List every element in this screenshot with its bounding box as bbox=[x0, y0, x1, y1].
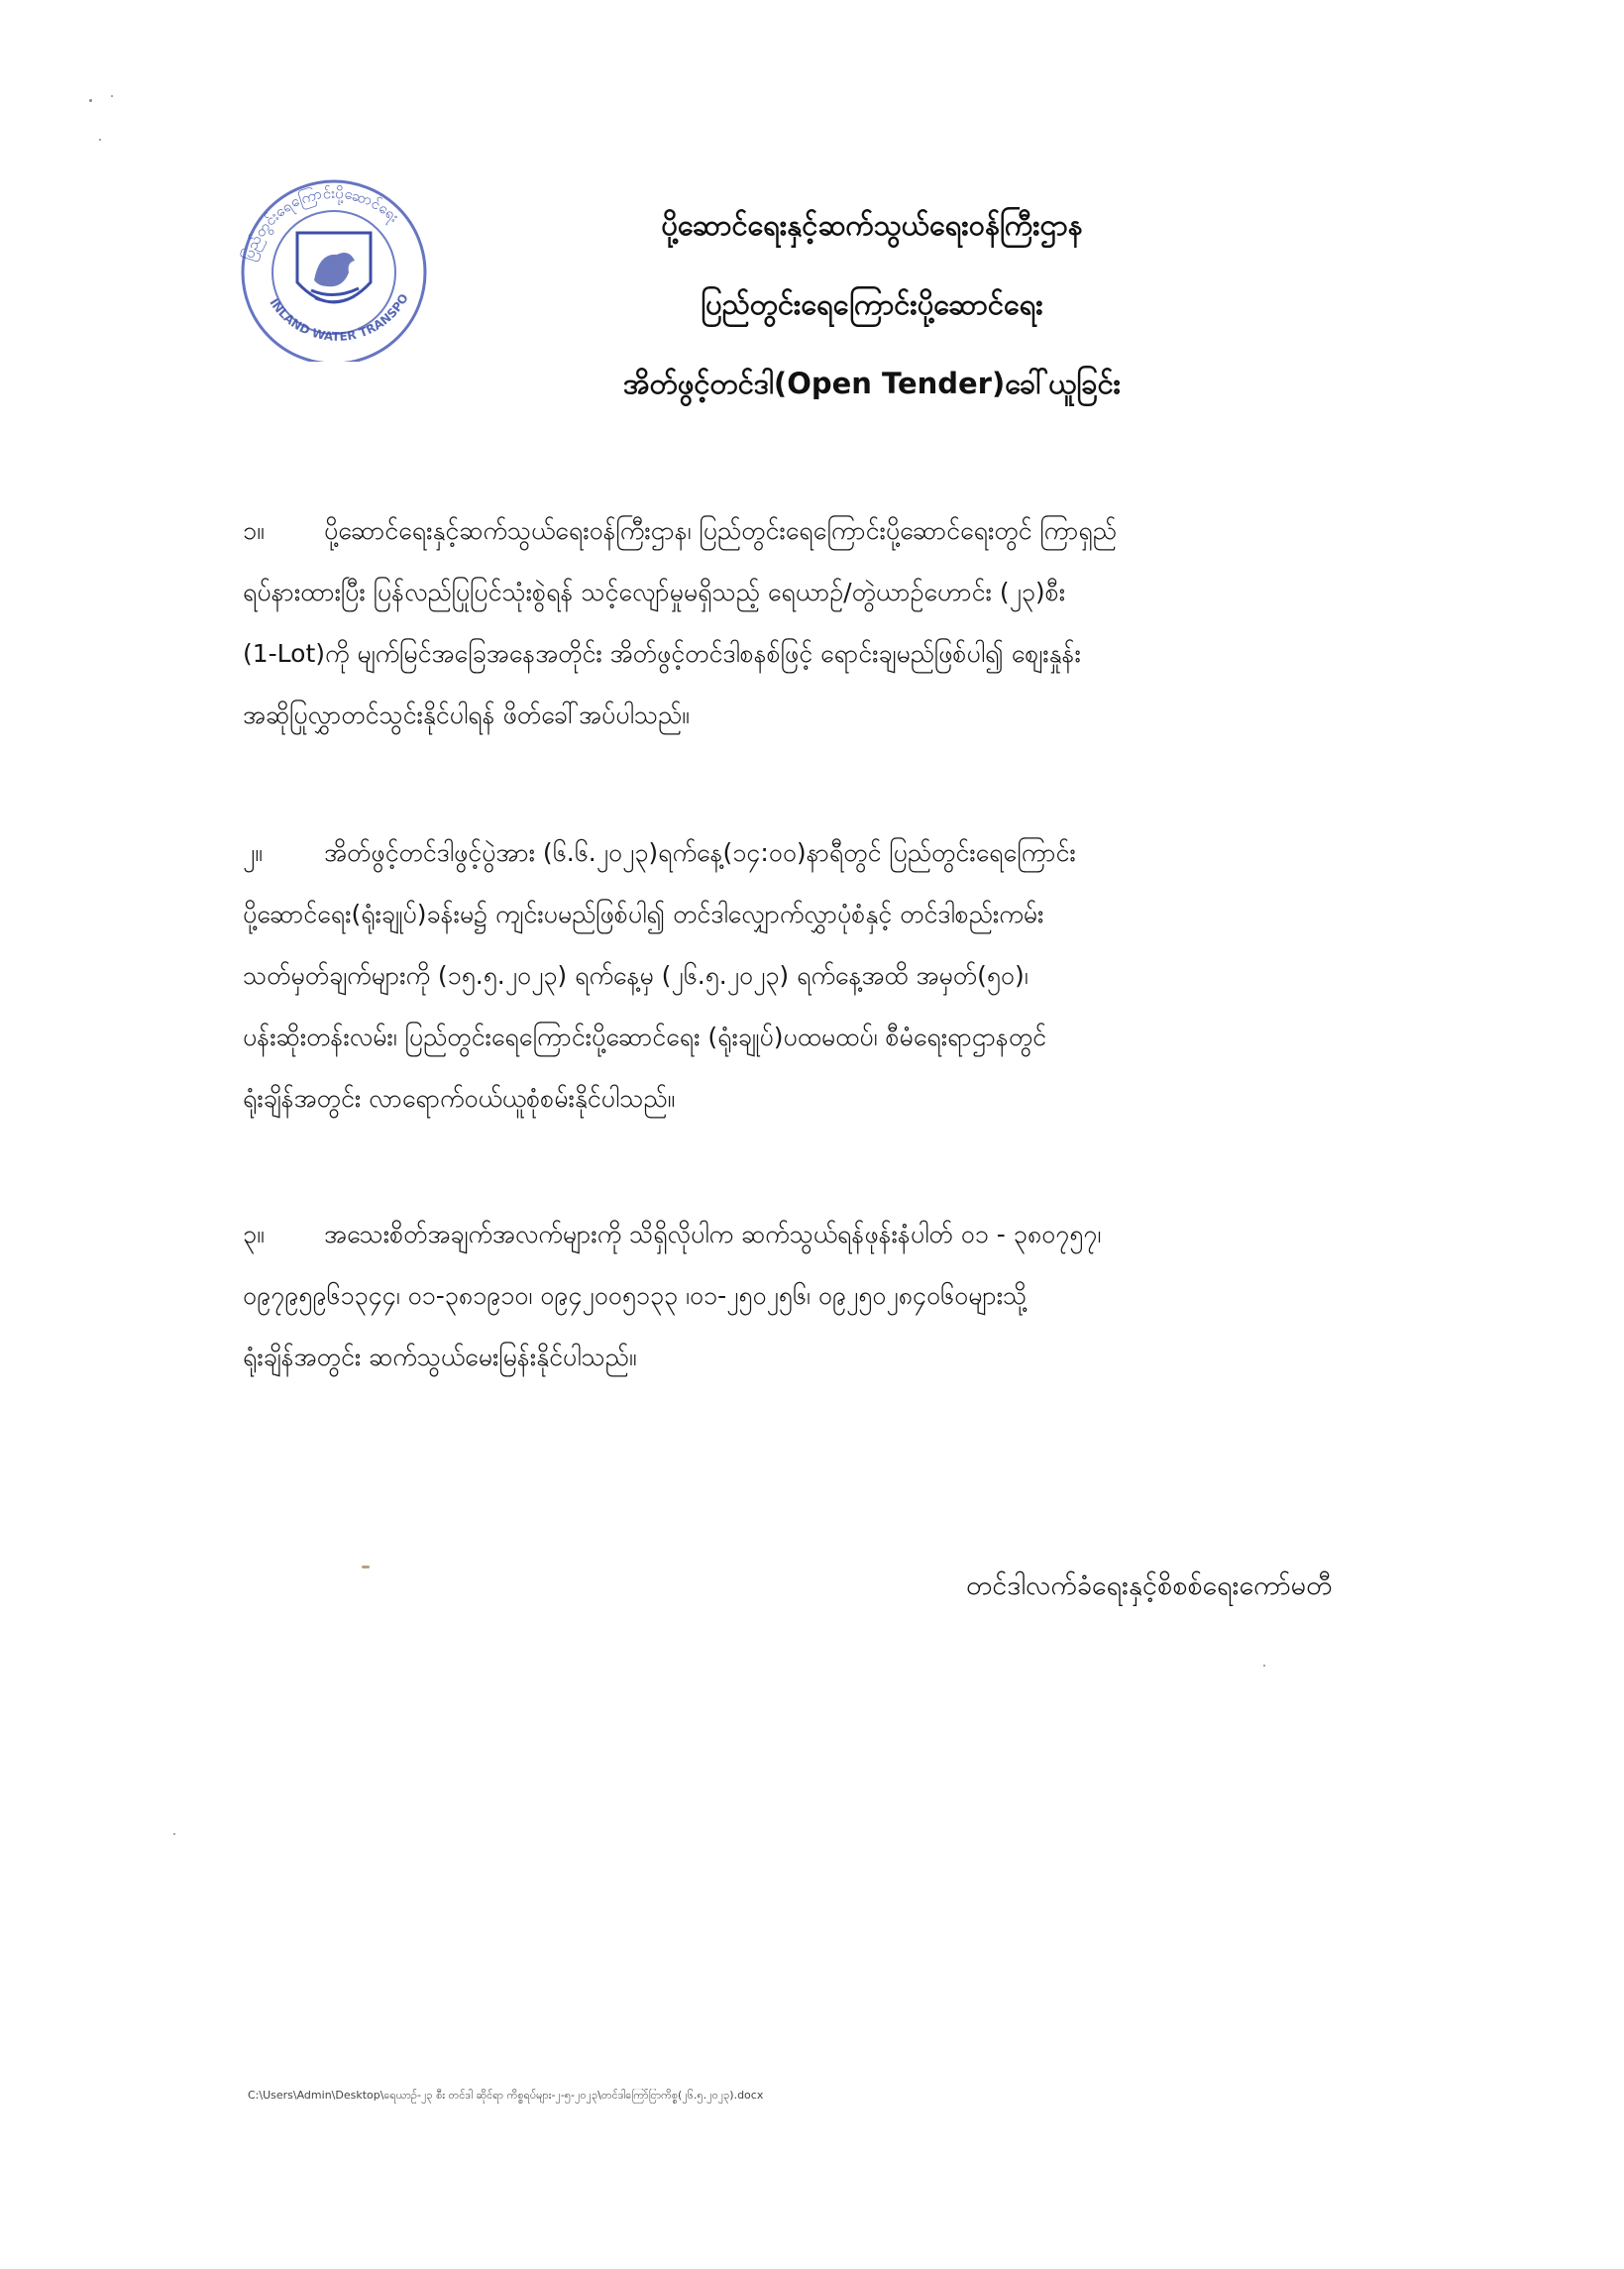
inland-water-transport-seal bbox=[220, 163, 448, 362]
paragraph-number: ၁။ bbox=[243, 516, 265, 545]
paragraph-line: ၀၉၇၉၅၉၆၁၃၄၄၊ ၀၁-၃၈၁၉၁၀၊ ၀၉၄၂၀၀၅၁၃၃ ၊၀၁-၂၅၀၂၅၆၊ ၀၉၂၅၀၂၈၄၀၆၀များသို့ bbox=[243, 1281, 1028, 1310]
scan-speck bbox=[173, 1833, 175, 1835]
paragraph-2 bbox=[243, 822, 1511, 1130]
paragraph-line: ရုံးချိန်အတွင်း လာရောက်ဝယ်ယူစုံစမ်းနိုင်ပါသည်။ bbox=[243, 1084, 676, 1113]
paragraph-number: ၃။ bbox=[243, 1220, 265, 1248]
paragraph-line: အသေးစိတ်အချက်အလက်များကို သိရှိလိုပါက ဆက်သွယ်ရန်ဖုန်းနံပါတ် ၀၁ - ၃၈၀၇၅၇၊ bbox=[324, 1220, 1102, 1248]
paragraph-line: ရပ်နားထားပြီး ပြန်လည်ပြုပြင်သုံးစွဲရန် သင့်လျော်မှုမရှိသည့် ရေယာဉ်/တွဲယာဉ်ဟောင်း (၂၃)စီး bbox=[243, 578, 1066, 606]
scan-speck bbox=[1263, 1665, 1265, 1667]
scan-speck bbox=[99, 139, 101, 141]
seal-text-top: ပြည်တွင်းရေကြောင်းပို့ဆောင်ရေး bbox=[239, 183, 403, 264]
scan-speck bbox=[111, 95, 113, 97]
notice-title: အိတ်ဖွင့်တင်ဒါ(Open Tender)ခေါ်ယူခြင်း bbox=[622, 367, 1122, 400]
committee-signature: တင်ဒါလက်ခံရေးနှင့်စိစစ်ရေးကော်မတီ bbox=[966, 1570, 1333, 1601]
paragraph-line: ပန်းဆိုးတန်းလမ်း၊ ပြည်တွင်းရေကြောင်းပို့ဆောင်ရေး (ရုံးချုပ်)ပထမထပ်၊ စီမံရေးရာဌာနတွင် bbox=[243, 1023, 1047, 1051]
footer-file-path: C:\Users\Admin\Desktop\ရေယာဉ်-၂၃ စီး တင်ဒါ ဆိုင်ရာ ကိစ္စရပ်များ-၂-၅-၂၀၂၃\တင်ဒါကြော်ငြာကိစ္စ(၂၆.၅.၂၀၂၃).docx bbox=[248, 2089, 764, 2102]
paragraph-line: ရုံးချိန်အတွင်း ဆက်သွယ်မေးမြန်းနိုင်ပါသည်။ bbox=[243, 1343, 637, 1371]
svg-text:ပြည်တွင်းရေကြောင်းပို့ဆောင်ရေး bbox=[238, 183, 402, 264]
department-title: ပြည်တွင်းရေကြောင်းပို့ဆောင်ရေး bbox=[701, 287, 1043, 321]
paragraph-line: ပို့ဆောင်ရေးနှင့်ဆက်သွယ်ရေးဝန်ကြီးဌာန၊ ပြည်တွင်းရေကြောင်းပို့ဆောင်ရေးတွင် ကြာရှည် bbox=[324, 516, 1117, 545]
paragraph-line: အဆိုပြုလွှာတင်သွင်းနိုင်ပါရန် ဖိတ်ခေါ်အပ်ပါသည်။ bbox=[243, 701, 690, 729]
paragraph-line: သတ်မှတ်ချက်များကို (၁၅.၅.၂၀၂၃) ရက်နေ့မှ (၂၆.၅.၂၀၂၃) ရက်နေ့အထိ အမှတ်(၅၀)၊ bbox=[243, 961, 1029, 990]
paragraph-3 bbox=[243, 1204, 1511, 1388]
seal-text-bottom: INLAND WATER TRANSPO bbox=[267, 291, 411, 344]
paragraph-line: အိတ်ဖွင့်တင်ဒါဖွင့်ပွဲအား (၆.၆.၂၀၂၃)ရက်နေ့(၁၄:၀၀)နာရီတွင် ပြည်တွင်းရေကြောင်း bbox=[324, 838, 1076, 867]
paragraph-line: ပို့ဆောင်ရေး(ရုံးချုပ်)ခန်းမ၌ ကျင်းပမည်ဖြစ်ပါ၍ တင်ဒါလျှောက်လွှာပုံစံနှင့် တင်ဒါစည်းကမ်း bbox=[243, 900, 1044, 928]
paragraph-1 bbox=[243, 500, 1511, 746]
scan-speck bbox=[89, 99, 92, 102]
paragraph-line: (1-Lot)ကို မျက်မြင်အခြေအနေအတိုင်း အိတ်ဖွင့်တင်ဒါစနစ်ဖြင့် ရောင်းချမည်ဖြစ်ပါ၍ စျေးနှုန်း bbox=[243, 639, 1081, 668]
scan-speck bbox=[362, 1566, 370, 1568]
paragraph-number: ၂။ bbox=[243, 838, 263, 867]
ministry-title: ပို့ဆောင်ရေးနှင့်ဆက်သွယ်ရေးဝန်ကြီးဌာန bbox=[661, 208, 1083, 242]
